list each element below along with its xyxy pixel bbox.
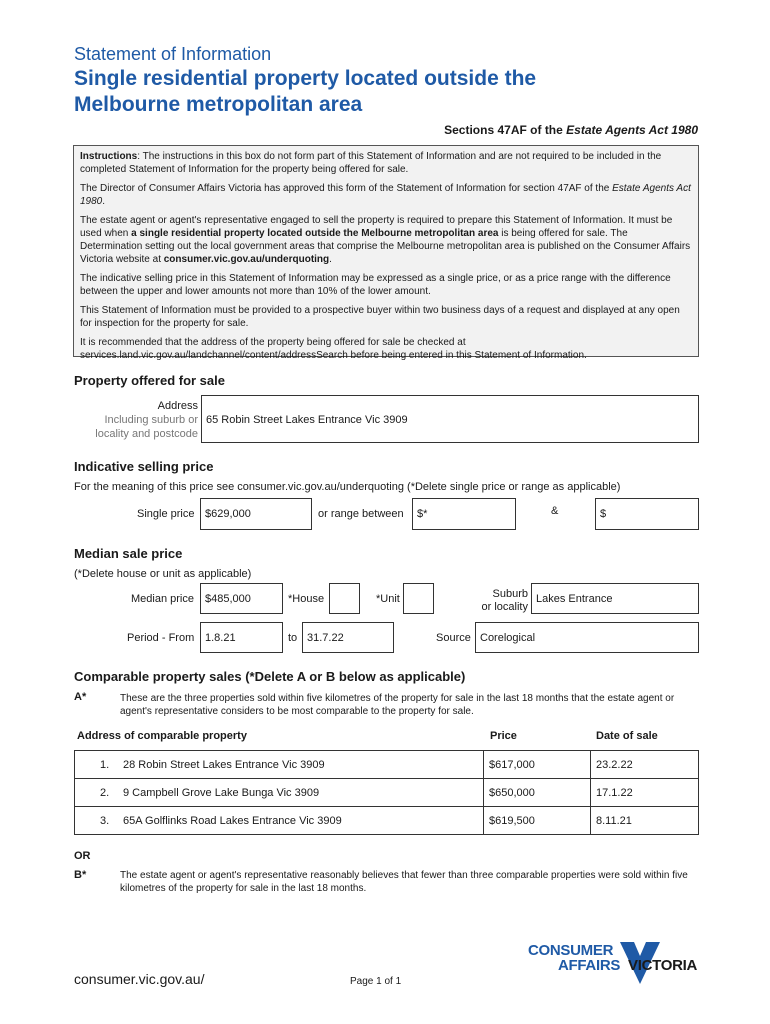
instructions-p3b: a single residential property located outside the Melbourne metropolitan area xyxy=(131,228,499,239)
suburb-label-line2: or locality xyxy=(481,601,528,613)
doc-type: Statement of Information xyxy=(74,44,272,64)
title-line-2: Melbourne metropolitan area xyxy=(74,93,363,116)
instructions-p3d: consumer.vic.gov.au/underquoting xyxy=(163,254,330,265)
instructions-p1 xyxy=(80,150,692,176)
row-number: 3. xyxy=(100,814,110,827)
unit-label: *Unit xyxy=(376,593,400,605)
instructions-p2a: The Director of Consumer Affairs Victoria has approved this form of the Statement of Information for section 47AF of the xyxy=(80,183,613,194)
source-label: Source xyxy=(436,632,471,644)
instructions-p3 xyxy=(80,214,692,266)
house-label: *House xyxy=(288,593,325,605)
instructions-p6: It is recommended that the address of the property being offered for sale be checked at services.land.vic.gov.au/landchannel/content/addressSearch before being entered in this Statement of Information. xyxy=(80,337,587,361)
option-a-label: A* xyxy=(74,691,87,703)
range-low-field[interactable] xyxy=(412,498,516,530)
period-from-field[interactable] xyxy=(200,622,283,653)
row-number: 1. xyxy=(100,758,110,771)
address-value: 65 Robin Street Lakes Entrance Vic 3909 xyxy=(206,414,408,426)
median-heading: Median sale price xyxy=(74,546,183,561)
single-price-value: $629,000 xyxy=(205,508,251,520)
single-price-field[interactable] xyxy=(200,498,312,530)
col-header-date: Date of sale xyxy=(596,730,658,742)
col-header-address: Address of comparable property xyxy=(77,730,247,742)
source-field[interactable] xyxy=(475,622,699,653)
median-price-field[interactable] xyxy=(200,583,283,614)
table-row xyxy=(74,806,699,835)
title-line-1: Single residential property located outside the xyxy=(74,67,537,90)
option-a-text: These are the three properties sold within five kilometres of the property for sale in the last 18 months that the estate agent or agent's representative considers to be most comparable to the property for sale. xyxy=(120,693,675,717)
suburb-label xyxy=(460,588,528,614)
period-from-value: 1.8.21 xyxy=(205,631,236,644)
range-label: or range between xyxy=(318,508,404,520)
period-to-label: to xyxy=(288,632,298,644)
range-low-value: $* xyxy=(417,508,428,520)
unit-checkbox[interactable] xyxy=(403,583,434,614)
page-number: Page 1 of 1 xyxy=(350,976,402,987)
or-label: OR xyxy=(74,850,91,862)
row-address[interactable]: 65A Golflinks Road Lakes Entrance Vic 3909 xyxy=(123,814,342,827)
address-label xyxy=(74,399,198,441)
option-b-text: The estate agent or agent's representative reasonably believes that fewer than three comparable properties were sold within five kilometres of the property for sale in the last 18 months. xyxy=(120,870,688,894)
suburb-field[interactable] xyxy=(531,583,699,614)
suburb-label-line1: Suburb xyxy=(492,588,528,600)
row-price[interactable]: $619,500 xyxy=(483,807,590,834)
median-price-label: Median price xyxy=(131,593,194,605)
suburb-value: Lakes Entrance xyxy=(536,593,613,605)
source-value: Corelogical xyxy=(480,631,536,644)
instructions-p2 xyxy=(80,182,692,208)
period-to-field[interactable] xyxy=(302,622,394,653)
instructions-box xyxy=(73,145,699,361)
row-address[interactable]: 28 Robin Street Lakes Entrance Vic 3909 xyxy=(123,758,325,771)
address-label-line1: Address xyxy=(157,400,198,412)
instructions-p3c: is being offered for sale. The Determination setting out the local government areas that comprise the Melbourne metropolitan area is published on the Consumer Affairs Victoria website at xyxy=(80,228,691,265)
property-heading: Property offered for sale xyxy=(74,373,225,388)
period-from-label: Period - From xyxy=(127,632,195,644)
indicative-heading: Indicative selling price xyxy=(74,459,214,474)
instructions-p3a: The estate agent or agent's representative engaged to sell the property is required to prepare this Statement of Information. It must be used when xyxy=(80,215,673,239)
instructions-p3e: . xyxy=(329,254,332,265)
instructions-p5: This Statement of Information must be provided to a prospective buyer within two business days of a request and displayed at any open for inspection for the property for sale. xyxy=(80,305,680,329)
col-header-price: Price xyxy=(490,730,517,742)
consumer-affairs-victoria-logo xyxy=(528,940,708,990)
footer-url: consumer.vic.gov.au/ xyxy=(74,971,205,987)
table-row xyxy=(74,750,699,779)
sections-prefix: Sections 47AF of the xyxy=(444,123,567,137)
address-label-line2: Including suburb or xyxy=(104,414,198,426)
logo-consumer: CONSUMER xyxy=(528,942,614,959)
instructions-label: Instructions xyxy=(80,151,138,162)
instructions-p2b: Estate Agents Act 1980 xyxy=(80,183,691,207)
table-row xyxy=(74,778,699,807)
range-high-value: $ xyxy=(600,508,607,520)
single-price-label: Single price xyxy=(137,508,195,520)
median-price-value: $485,000 xyxy=(205,592,251,605)
range-high-field[interactable] xyxy=(595,498,699,530)
address-field[interactable] xyxy=(201,395,699,443)
row-date[interactable]: 17.1.22 xyxy=(590,779,698,806)
logo-affairs: AFFAIRS xyxy=(558,957,621,974)
row-date[interactable]: 23.2.22 xyxy=(590,751,698,778)
row-price[interactable]: $650,000 xyxy=(483,779,590,806)
row-date[interactable]: 8.11.21 xyxy=(590,807,698,834)
range-ampersand: & xyxy=(551,505,559,517)
comparable-heading: Comparable property sales (*Delete A or B below as applicable) xyxy=(74,669,466,684)
option-b-label: B* xyxy=(74,869,87,881)
period-to-value: 31.7.22 xyxy=(307,631,344,644)
instructions-p4: The indicative selling price in this Statement of Information may be expressed as a single price, or as a price range with the difference between the upper and lower amounts not more than 10% of the lower amount. xyxy=(80,273,671,297)
row-address[interactable]: 9 Campbell Grove Lake Bunga Vic 3909 xyxy=(123,786,320,799)
instructions-p1-text: : The instructions in this box do not form part of this Statement of Information and are not required to be included in the completed Statement of Information for the property being offered for sale. xyxy=(80,151,662,175)
instructions-p2c: . xyxy=(102,196,106,207)
row-price[interactable]: $617,000 xyxy=(483,751,590,778)
indicative-note: For the meaning of this price see consumer.vic.gov.au/underquoting (*Delete single price or range as applicable) xyxy=(74,481,621,493)
median-note: (*Delete house or unit as applicable) xyxy=(74,568,252,580)
logo-victoria: VICTORIA xyxy=(628,957,697,974)
sections-reference xyxy=(444,123,698,137)
row-number: 2. xyxy=(100,786,110,799)
address-label-line3: locality and postcode xyxy=(95,428,198,440)
page-title xyxy=(74,66,536,118)
sections-act: Estate Agents Act 1980 xyxy=(566,123,698,137)
house-checkbox[interactable] xyxy=(329,583,360,614)
